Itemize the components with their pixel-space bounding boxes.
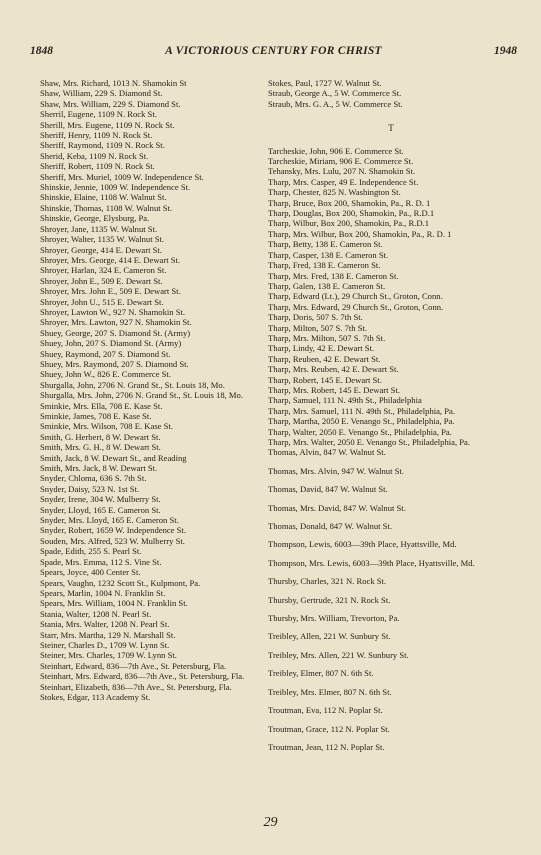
directory-entry: Spears, Vaughn, 1232 Scott St., Kulpmont, Pa.: [40, 577, 201, 588]
directory-entry: Spade, Edith, 255 S. Pearl St.: [40, 546, 142, 557]
page-header: [30, 45, 517, 61]
directory-entry: Shroyer, John U., 515 E. Dewart St.: [40, 296, 164, 307]
directory-entry: Tehansky, Mrs. Lulu, 207 N. Shamokin St.: [268, 166, 416, 177]
directory-entry: Tharp, Mrs. Walter, 2050 E. Venango St., Philadelphia, Pa.: [268, 437, 471, 447]
directory-entry: Shroyer, John E., 509 E. Dewart St.: [40, 275, 163, 286]
directory-entry: Straub, Mrs. G. A., 5 W. Commerce St.: [268, 98, 403, 109]
directory-entry: Spade, Mrs. Emma, 112 S. Vine St.: [40, 556, 162, 567]
directory-entry: Shaw, William, 229 S. Diamond St.: [40, 88, 163, 99]
directory-entry: Tharp, Mrs. Casper, 49 E. Independence St.: [268, 176, 419, 187]
directory-entry: Tharp, Robert, 145 E. Dewart St.: [268, 374, 382, 385]
directory-entry: Steiner, Mrs. Charles, 1709 W. Lynn St.: [40, 650, 177, 661]
directory-entry: Shroyer, Mrs. John E., 509 E. Dewart St.: [40, 286, 181, 297]
directory-entry: Sherill, Mrs. Eugene, 1109 N. Rock St.: [40, 119, 175, 130]
directory-entry: Shroyer, Mrs. George, 414 E. Dewart St.: [40, 254, 181, 265]
directory-entry: Spears, Mrs. William, 1004 N. Franklin St.: [40, 598, 188, 609]
right-column-top: [268, 78, 514, 109]
directory-entry: Thursby, Gertrude, 321 N. Rock St.: [268, 594, 391, 605]
directory-entry: Spears, Marlin, 1004 N. Franklin St.: [40, 587, 166, 598]
directory-entry: Thomas, Mrs. David, 847 W. Walnut St.: [268, 502, 406, 513]
directory-entry: Shaw, Mrs. Richard, 1013 N. Shamokin St: [40, 78, 187, 88]
directory-entry: Shuey, George, 207 S. Diamond St. (Army): [40, 327, 191, 338]
directory-entry: Shaw, Mrs. William, 229 S. Diamond St.: [40, 98, 181, 109]
directory-entry: Tharp, Chester, 825 N. Washington St.: [268, 187, 401, 198]
directory-entry: Thompson, Lewis, 6003—39th Place, Hyattsville, Md.: [268, 539, 457, 550]
directory-entry: Stania, Mrs. Walter, 1208 N. Pearl St.: [40, 619, 170, 630]
directory-entry: Shroyer, Lawton W., 927 N. Shamokin St.: [40, 306, 186, 317]
directory-entry: Souden, Mrs. Alfred, 523 W. Mulberry St.: [40, 535, 185, 546]
directory-entry: Tharp, Fred, 138 E. Cameron St.: [268, 260, 381, 271]
directory-entry: Tharp, Samuel, 111 N. 49th St., Philadelphia: [268, 395, 422, 406]
header-title: A VICTORIOUS CENTURY FOR CHRIST: [165, 45, 382, 57]
directory-entry: Tharp, Betty, 138 E. Cameron St.: [268, 239, 383, 250]
directory-entry: Steinhart, Elizabeth, 836—7th Ave., St. Petersburg, Fla.: [40, 681, 232, 692]
header-year-right: 1948: [494, 45, 517, 57]
directory-entry: Steinhart, Mrs. Edward, 836—7th Ave., St. Petersburg, Fla.: [40, 671, 245, 682]
directory-entry: Shinskie, George, Elysburg, Pa.: [40, 213, 150, 224]
directory-entry: Thompson, Mrs. Lewis, 6003—39th Place, Hyattsville, Md.: [268, 557, 475, 568]
directory-entry: Troutman, Eva, 112 N. Poplar St.: [268, 705, 383, 716]
directory-entry: Stokes, Paul, 1727 W. Walnut St.: [268, 78, 382, 88]
directory-entry: Sherril, Eugene, 1109 N. Rock St.: [40, 109, 157, 120]
directory-entry: Thomas, Mrs. Alvin, 947 W. Walnut St.: [268, 465, 404, 476]
directory-entry: Tharp, Wilbur, Box 200, Shamokin, Pa., R.D.1: [268, 218, 429, 229]
directory-entry: Sherid, Keba, 1109 N. Rock St.: [40, 150, 149, 161]
directory-entry: Shroyer, Walter, 1135 W. Walnut St.: [40, 234, 165, 245]
directory-entry: Tharp, Milton, 507 S. 7th St.: [268, 322, 368, 333]
directory-entry: Shroyer, Harlan, 324 E. Cameron St.: [40, 265, 167, 276]
directory-entry: Snyder, Irene, 304 W. Mulberry St.: [40, 494, 161, 505]
directory-entry: Shurgalla, Mrs. John, 2706 N. Grand St., St. Louis 18, Mo.: [40, 390, 243, 401]
right-column-main: [268, 146, 514, 448]
header-year-left: 1848: [30, 45, 53, 57]
directory-entry: Smith, Mrs. Jack, 8 W. Dewart St.: [40, 463, 158, 474]
directory-entry: Tharp, Lindy, 42 E. Dewart St.: [268, 343, 375, 354]
directory-entry: Shuey, John, 207 S. Diamond St. (Army): [40, 338, 182, 349]
directory-entry: Tharp, Galen, 138 E. Cameron St.: [268, 280, 386, 291]
directory-entry: Snyder, Mrs. Lloyd, 165 E. Cameron St.: [40, 515, 179, 526]
directory-entry: Sminkie, James, 708 E. Kase St.: [40, 411, 152, 421]
directory-entry: Tharp, Mrs. Reuben, 42 E. Dewart St.: [268, 364, 399, 375]
directory-entry: Tharp, Mrs. Wilbur, Box 200, Shamokin, Pa., R. D. 1: [268, 228, 452, 239]
directory-entry: Steinhart, Edward, 836—7th Ave., St. Petersburg, Fla.: [40, 660, 227, 671]
section-letter: T: [388, 123, 394, 134]
directory-entry: Steiner, Charles D., 1709 W. Lynn St.: [40, 639, 170, 650]
directory-entry: Tharp, Edward (Lt.), 29 Church St., Groton, Conn.: [268, 291, 443, 302]
directory-entry: Shuey, Raymond, 207 S. Diamond St.: [40, 348, 171, 359]
directory-entry: Tharp, Mrs. Fred, 138 E. Cameron St.: [268, 270, 399, 281]
directory-entry: Tharp, Mrs. Samuel, 111 N. 49th St., Philadelphia, Pa.: [268, 405, 455, 416]
directory-entry: Straub, George A., 5 W. Commerce St.: [268, 88, 402, 99]
directory-entry: Shroyer, Mrs. Lawton, 927 N. Shamokin St.: [40, 317, 192, 328]
directory-entry: Tharp, Mrs. Milton, 507 S. 7th St.: [268, 332, 386, 343]
directory-entry: Shinskie, Thomas, 1108 W. Walnut St.: [40, 202, 173, 213]
directory-entry: Snyder, Chloma, 636 S. 7th St.: [40, 473, 147, 484]
directory-entry: Troutman, Grace, 112 N. Poplar St.: [268, 723, 390, 734]
directory-entry: Starr, Mrs. Martha, 129 N. Marshall St.: [40, 629, 176, 640]
directory-entry: Tharp, Bruce, Box 200, Shamokin, Pa., R. D. 1: [268, 197, 431, 208]
directory-entry: Tharp, Douglas, Box 200, Shamokin, Pa., R.D.1: [268, 208, 435, 219]
directory-entry: Smith, G. Herbert, 8 W. Dewart St.: [40, 431, 161, 442]
right-column-spaced: [268, 447, 514, 752]
directory-entry: Sheriff, Henry, 1109 N. Rock St.: [40, 130, 153, 141]
directory-entry: Tharp, Mrs. Edward, 29 Church St., Groton, Conn.: [268, 301, 444, 312]
directory-entry: Shroyer, George, 414 E. Dewart St.: [40, 244, 162, 255]
directory-entry: Shuey, Mrs. Raymond, 207 S. Diamond St.: [40, 358, 189, 369]
directory-entry: Sheriff, Robert, 1109 N. Rock St.: [40, 161, 155, 172]
directory-entry: Shinskie, Elaine, 1108 W. Walnut St.: [40, 192, 167, 203]
directory-entry: Sheriff, Raymond, 1109 N. Rock St.: [40, 140, 165, 151]
directory-entry: Tharp, Mrs. Robert, 145 E. Dewart St.: [268, 384, 400, 395]
directory-entry: Stokes, Edgar, 113 Academy St.: [40, 691, 151, 702]
directory-entry: Tharp, Casper, 138 E. Cameron St.: [268, 249, 389, 260]
directory-entry: Thursby, Mrs. William, Trevorton, Pa.: [268, 613, 400, 624]
directory-entry: Thomas, Alvin, 847 W. Walnut St.: [268, 447, 386, 458]
directory-entry: Snyder, Lloyd, 165 E. Cameron St.: [40, 504, 161, 515]
directory-entry: Thomas, Donald, 847 W. Walnut St.: [268, 521, 392, 532]
directory-entry: Tharp, Martha, 2050 E. Venango St., Philadelphia, Pa.: [268, 416, 455, 427]
directory-entry: Thursby, Charles, 321 N. Rock St.: [268, 576, 387, 587]
directory-entry: Thomas, David, 847 W. Walnut St.: [268, 484, 388, 495]
directory-entry: Smith, Jack, 8 W. Dewart St., and Reading: [40, 452, 187, 463]
right-column: [268, 78, 514, 760]
directory-entry: Treibley, Mrs. Allen, 221 W. Sunbury St.: [268, 649, 409, 660]
directory-entry: Treibley, Mrs. Elmer, 807 N. 6th St.: [268, 686, 392, 697]
left-column: [40, 78, 262, 702]
directory-entry: Snyder, Robert, 1659 W. Independence St.: [40, 525, 186, 536]
directory-entry: Tarcheskie, Miriam, 906 E. Commerce St.: [268, 156, 414, 167]
directory-entry: Sminkie, Mrs. Ella, 708 E. Kase St.: [40, 400, 163, 411]
directory-entry: Treibley, Elmer, 807 N. 6th St.: [268, 668, 374, 679]
directory-entry: Treibley, Allen, 221 W. Sunbury St.: [268, 631, 391, 642]
page-number: 29: [263, 815, 278, 830]
directory-entry: Tharp, Reuben, 42 E. Dewart St.: [268, 353, 381, 364]
directory-entry: Tarcheskie, John, 906 E. Commerce St.: [268, 145, 404, 156]
directory-entry: Stania, Walter, 1208 N. Pearl St.: [40, 608, 152, 619]
directory-entry: Tharp, Doris, 507 S. 7th St.: [268, 312, 363, 323]
directory-entry: Shuey, John W., 826 E. Commerce St.: [40, 369, 171, 380]
directory-entry: Shinskie, Jennie, 1009 W. Independence St.: [40, 182, 191, 193]
directory-entry: Snyder, Daisy, 523 N. 1st St.: [40, 483, 140, 494]
directory-entry: Troutman, Jean, 112 N. Poplar St.: [268, 741, 385, 752]
directory-entry: Sminkie, Mrs. Wilson, 708 E. Kase St.: [40, 421, 173, 432]
directory-entry: Spears, Joyce, 400 Center St.: [40, 567, 141, 578]
directory-entry: Sheriff, Mrs. Muriel, 1009 W. Independence St.: [40, 171, 204, 182]
directory-entry: Shurgalla, John, 2706 N. Grand St., St. Louis 18, Mo.: [40, 379, 225, 390]
directory-entry: Smith, Mrs. G. H., 8 W. Dewart St.: [40, 442, 161, 453]
directory-entry: Tharp, Walter, 2050 E. Venango St., Philadelphia, Pa.: [268, 426, 452, 437]
directory-entry: Shroyer, Jane, 1135 W. Walnut St.: [40, 223, 158, 234]
